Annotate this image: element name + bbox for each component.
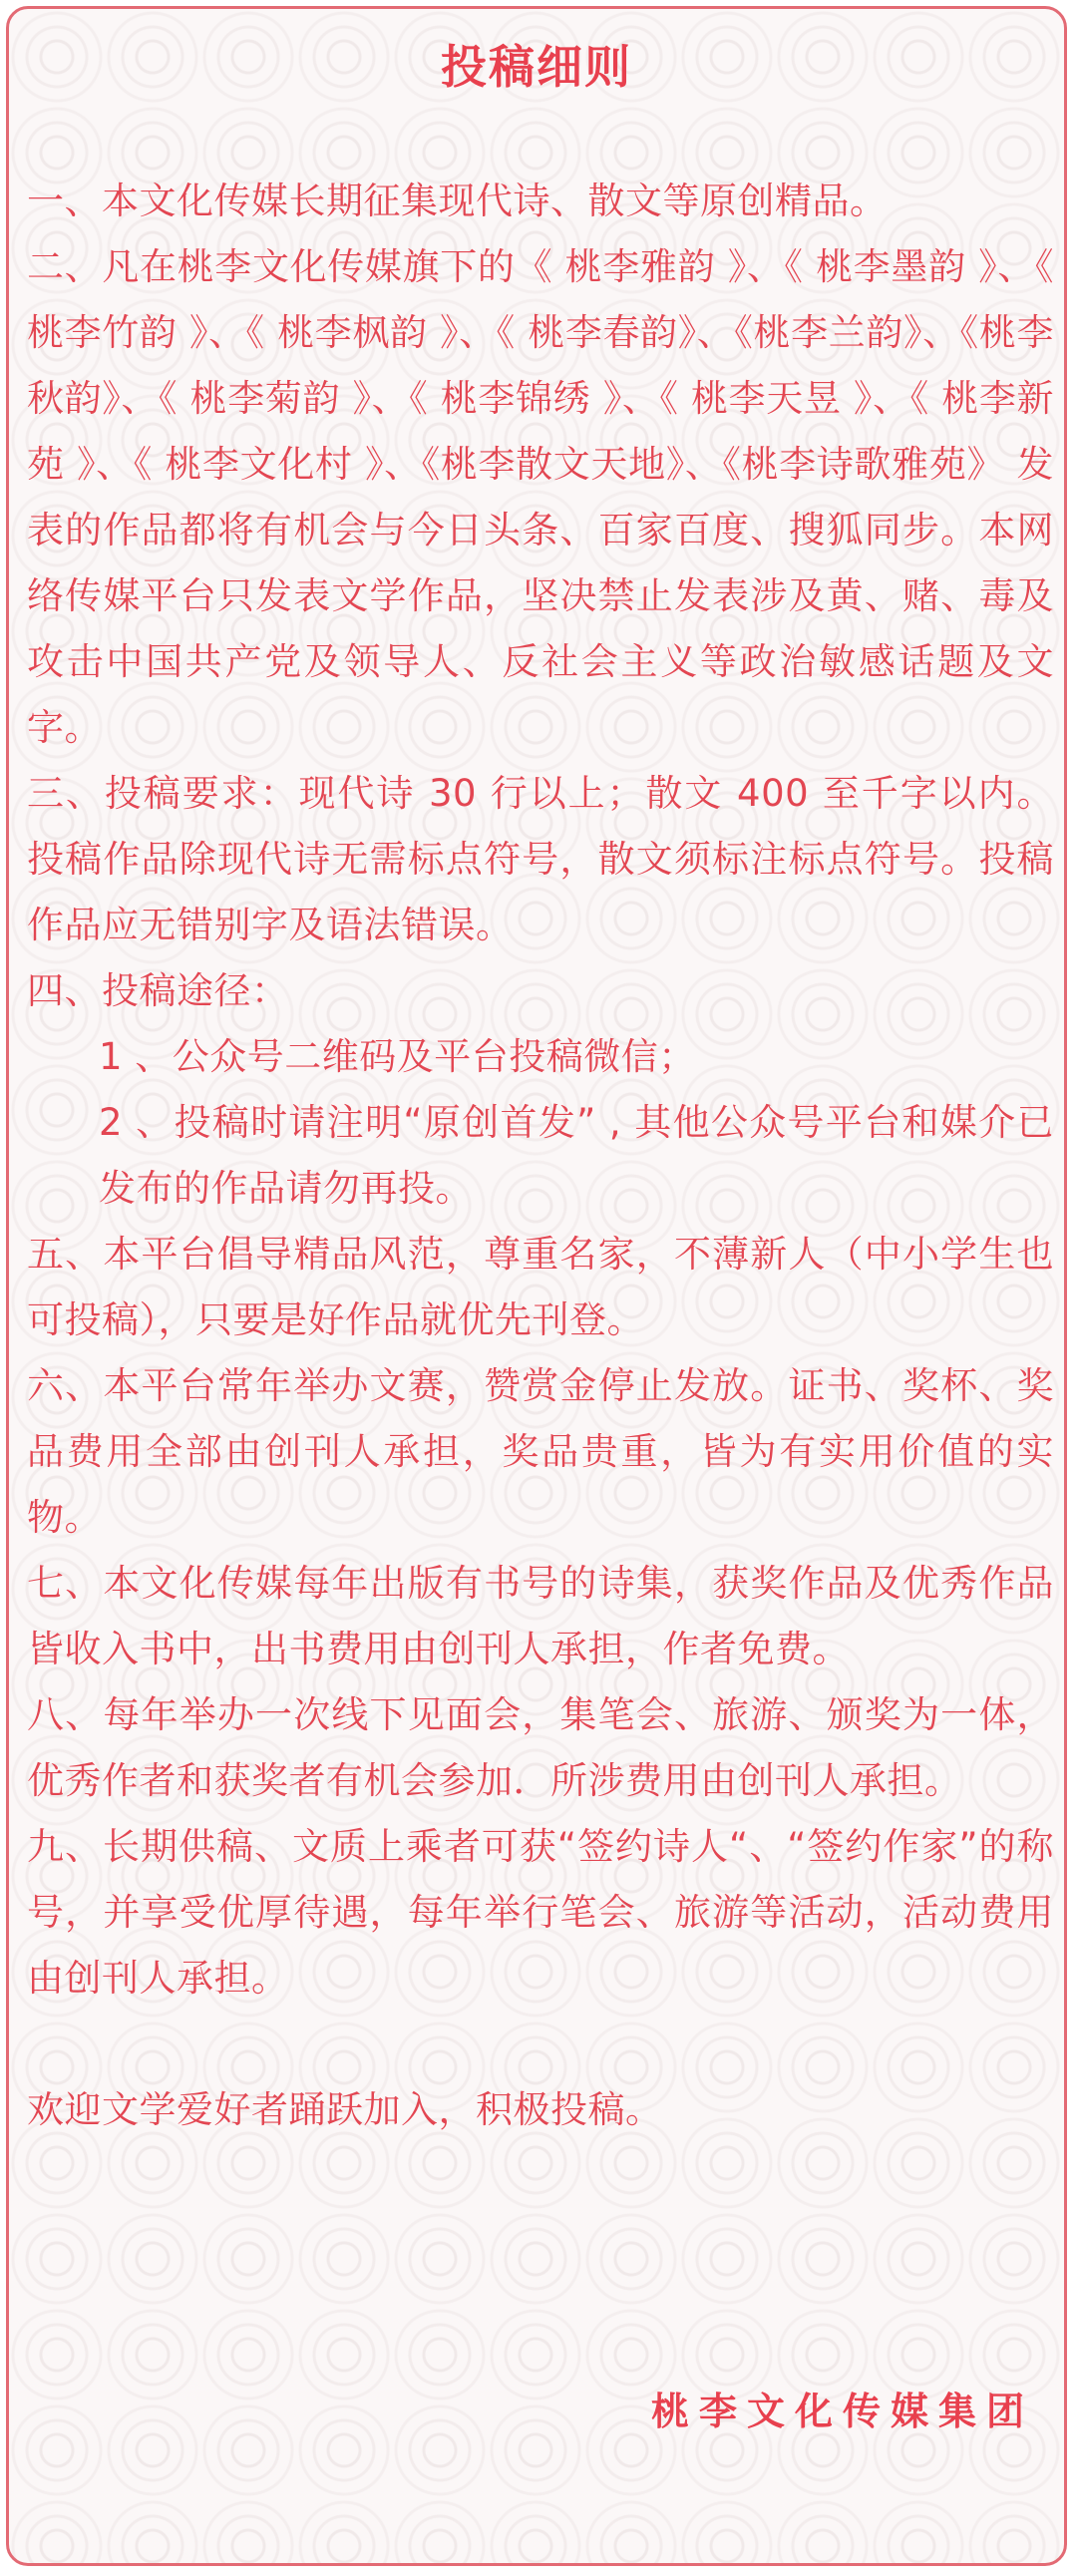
rules-body	[27, 169, 1054, 2143]
rule-4: 四、投稿途径：	[27, 969, 289, 1012]
signature: 桃李文化传媒集团	[650, 2390, 1034, 2433]
rule-6: 六、本平台常年举办文赛，赞赏金停止发放。证书、奖杯、奖品费用全部由创刊人承担，奖品贵重，皆为有实用价值的实物。	[27, 1364, 1054, 1539]
rule-3: 三、投稿要求：现代诗 30 行以上；散文 400 至千字以内。投稿作品除现代诗无需标点符号，散文须标注标点符号。投稿作品应无错别字及语法错误。	[27, 772, 1054, 946]
rule-8: 八、每年举办一次线下见面会，集笔会、旅游、颁奖为一体，优秀作者和获奖者有机会参加．所涉费用由创刊人承担。	[27, 1693, 1054, 1802]
document-card	[6, 6, 1067, 2566]
rule-1: 一、本文化传媒长期征集现代诗、散文等原创精品。	[27, 180, 888, 222]
rule-9: 九、长期供稿、文质上乘者可获“签约诗人“、“签约作家”的称号，并享受优厚待遇，每年举行笔会、旅游等活动，活动费用由创刊人承担。	[27, 1825, 1054, 2000]
page-title: 投稿细则	[441, 40, 632, 94]
rule-4-item-1: 1 、公众号二维码及平台投稿微信；	[99, 1035, 696, 1078]
rule-4-item-2: 2 、投稿时请注明“原创首发” , 其他公众号平台和媒介已发布的作品请勿再投。	[99, 1101, 1054, 1210]
rule-2: 二、凡在桃李文化传媒旗下的《 桃李雅韵 》、《 桃李墨韵 》、《 桃李竹韵 》、《 桃李枫韵 》、《 桃李春韵》、《桃李兰韵》、《桃李秋韵》、《 桃李菊韵 》、《 桃李锦绣 》、《 桃李天昱 》、《 桃李新苑 》、《 桃李文化村 》、《桃李散文天地》、《桃李诗歌雅苑》 发表的作品都将有机会与今日头条、百家百度、搜狐同步。本网络传媒平台只发表文学作品，坚决禁止发表涉及黄、赌、毒及攻击中国共产党及领导人、反社会主义等政治敏感话题及文字。	[27, 245, 1054, 749]
closing-invitation: 欢迎文学爱好者踊跃加入，积极投稿。	[27, 2088, 663, 2131]
spacer	[27, 2012, 1054, 2077]
rule-5: 五、本平台倡导精品风范，尊重名家，不薄新人（中小学生也可投稿），只要是好作品就优先刊登。	[27, 1233, 1054, 1341]
rule-7: 七、本文化传媒每年出版有书号的诗集，获奖作品及优秀作品皆收入书中，出书费用由创刊人承担，作者免费。	[27, 1562, 1054, 1670]
